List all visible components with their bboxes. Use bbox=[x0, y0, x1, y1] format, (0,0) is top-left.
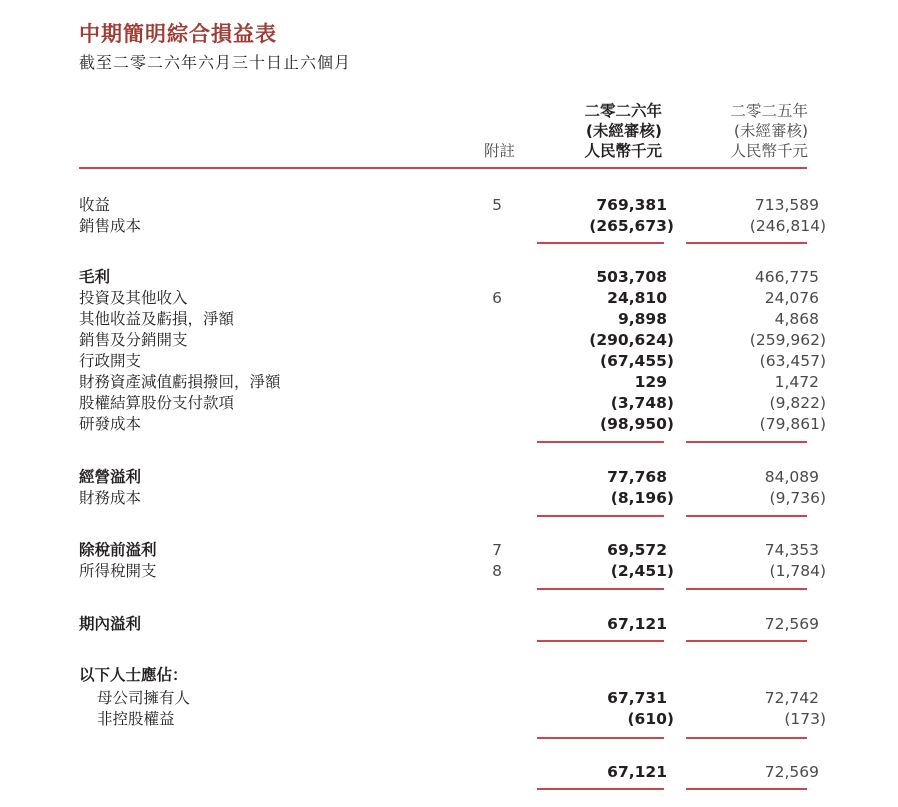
row-label: 銷售及分銷開支 bbox=[79, 331, 188, 349]
row-note: 6 bbox=[492, 289, 502, 307]
total-rule bbox=[686, 788, 807, 790]
subtotal-rule bbox=[686, 515, 807, 517]
row-current: (610) bbox=[627, 710, 674, 728]
row-current: (265,673) bbox=[589, 217, 674, 235]
row-previous: 84,089 bbox=[764, 468, 819, 486]
row-previous: 713,589 bbox=[754, 196, 819, 214]
row-previous: 72,742 bbox=[764, 689, 819, 707]
table-row bbox=[79, 414, 826, 435]
row-previous: 72,569 bbox=[764, 615, 819, 633]
header-rule bbox=[79, 167, 807, 169]
subtotal-rule bbox=[686, 640, 807, 642]
table-row bbox=[79, 762, 819, 783]
table-row bbox=[79, 309, 819, 330]
row-current: 67,731 bbox=[607, 689, 667, 707]
row-previous: (246,814) bbox=[749, 217, 826, 235]
row-label: 股權結算股份支付款項 bbox=[79, 394, 235, 412]
row-label: 財務成本 bbox=[79, 489, 142, 507]
table-row bbox=[79, 688, 819, 709]
table-row bbox=[79, 665, 819, 686]
row-previous: (9,736) bbox=[769, 489, 826, 507]
table-row bbox=[79, 467, 819, 488]
table-row bbox=[79, 614, 819, 635]
subtotal-rule bbox=[686, 242, 807, 244]
row-previous: (259,962) bbox=[749, 331, 826, 349]
subtotal-rule bbox=[537, 588, 664, 590]
row-note: 8 bbox=[492, 562, 502, 580]
row-previous: 1,472 bbox=[774, 373, 819, 391]
table-row bbox=[79, 267, 819, 288]
row-current: 24,810 bbox=[607, 289, 667, 307]
table-row bbox=[79, 561, 826, 582]
previous-period-header bbox=[690, 101, 808, 161]
row-current: 129 bbox=[634, 373, 667, 391]
row-label: 經營溢利 bbox=[79, 468, 142, 486]
subtotal-rule bbox=[686, 588, 807, 590]
row-note: 5 bbox=[492, 196, 502, 214]
row-label: 收益 bbox=[79, 196, 111, 214]
row-label: 所得稅開支 bbox=[79, 562, 157, 580]
current-currency: 人民幣千元 bbox=[584, 142, 662, 160]
row-label: 以下人士應佔： bbox=[79, 666, 188, 684]
subtotal-rule bbox=[686, 441, 807, 443]
current-period-header bbox=[540, 101, 662, 161]
row-current: 69,572 bbox=[607, 541, 667, 559]
row-current: (67,455) bbox=[600, 352, 674, 370]
previous-currency: 人民幣千元 bbox=[730, 142, 808, 160]
previous-audit-status: (未經審核) bbox=[733, 122, 808, 140]
row-current: (290,624) bbox=[589, 331, 674, 349]
row-current: 67,121 bbox=[607, 615, 667, 633]
row-current: (8,196) bbox=[610, 489, 674, 507]
row-previous: (79,861) bbox=[759, 415, 826, 433]
row-current: 769,381 bbox=[596, 196, 667, 214]
row-label: 除稅前溢利 bbox=[79, 541, 157, 559]
table-row bbox=[79, 216, 826, 237]
row-current: (3,748) bbox=[610, 394, 674, 412]
table-row bbox=[79, 393, 826, 414]
table-row bbox=[79, 195, 819, 216]
previous-year: 二零二五年 bbox=[730, 102, 808, 120]
row-current: 9,898 bbox=[617, 310, 667, 328]
row-label: 母公司擁有人 bbox=[97, 689, 191, 707]
row-previous: (9,822) bbox=[769, 394, 826, 412]
row-note: 7 bbox=[492, 541, 502, 559]
subtotal-rule bbox=[537, 640, 664, 642]
row-label: 銷售成本 bbox=[79, 217, 142, 235]
row-previous: (63,457) bbox=[759, 352, 826, 370]
table-row bbox=[79, 351, 826, 372]
row-current: (2,451) bbox=[610, 562, 674, 580]
row-label: 其他收益及虧損，淨額 bbox=[79, 310, 235, 328]
row-previous: (173) bbox=[784, 710, 826, 728]
row-label: 投資及其他收入 bbox=[79, 289, 188, 307]
table-row bbox=[79, 372, 819, 393]
row-previous: (1,784) bbox=[769, 562, 826, 580]
row-current: 503,708 bbox=[596, 268, 667, 286]
subtotal-rule bbox=[537, 441, 664, 443]
current-audit-status: (未經審核) bbox=[585, 122, 662, 140]
table-row bbox=[79, 709, 826, 730]
subtotal-rule bbox=[537, 515, 664, 517]
table-row bbox=[79, 288, 819, 309]
subtotal-rule bbox=[686, 737, 807, 739]
subtotal-rule bbox=[537, 737, 664, 739]
table-row bbox=[79, 540, 819, 561]
row-previous: 24,076 bbox=[764, 289, 819, 307]
row-current: 77,768 bbox=[607, 468, 667, 486]
row-label: 行政開支 bbox=[79, 352, 142, 370]
row-label: 財務資產減值虧損撥回，淨額 bbox=[79, 373, 281, 391]
row-previous: 74,353 bbox=[764, 541, 819, 559]
subtotal-rule bbox=[537, 242, 664, 244]
row-label: 研發成本 bbox=[79, 415, 142, 433]
row-label: 期內溢利 bbox=[79, 615, 142, 633]
table-row bbox=[79, 330, 826, 351]
row-current: 67,121 bbox=[607, 763, 667, 781]
row-previous: 4,868 bbox=[774, 310, 819, 328]
current-year: 二零二六年 bbox=[584, 102, 662, 120]
table-row bbox=[79, 488, 826, 509]
statement-title: 中期簡明綜合損益表 bbox=[79, 22, 277, 46]
row-previous: 466,775 bbox=[754, 268, 819, 286]
row-current: (98,950) bbox=[600, 415, 674, 433]
total-rule bbox=[537, 788, 664, 790]
note-column-header: 附註 bbox=[483, 142, 515, 160]
row-previous: 72,569 bbox=[764, 763, 819, 781]
statement-period: 截至二零二六年六月三十日止六個月 bbox=[79, 53, 352, 72]
row-label: 毛利 bbox=[79, 268, 111, 286]
row-label: 非控股權益 bbox=[97, 710, 175, 728]
